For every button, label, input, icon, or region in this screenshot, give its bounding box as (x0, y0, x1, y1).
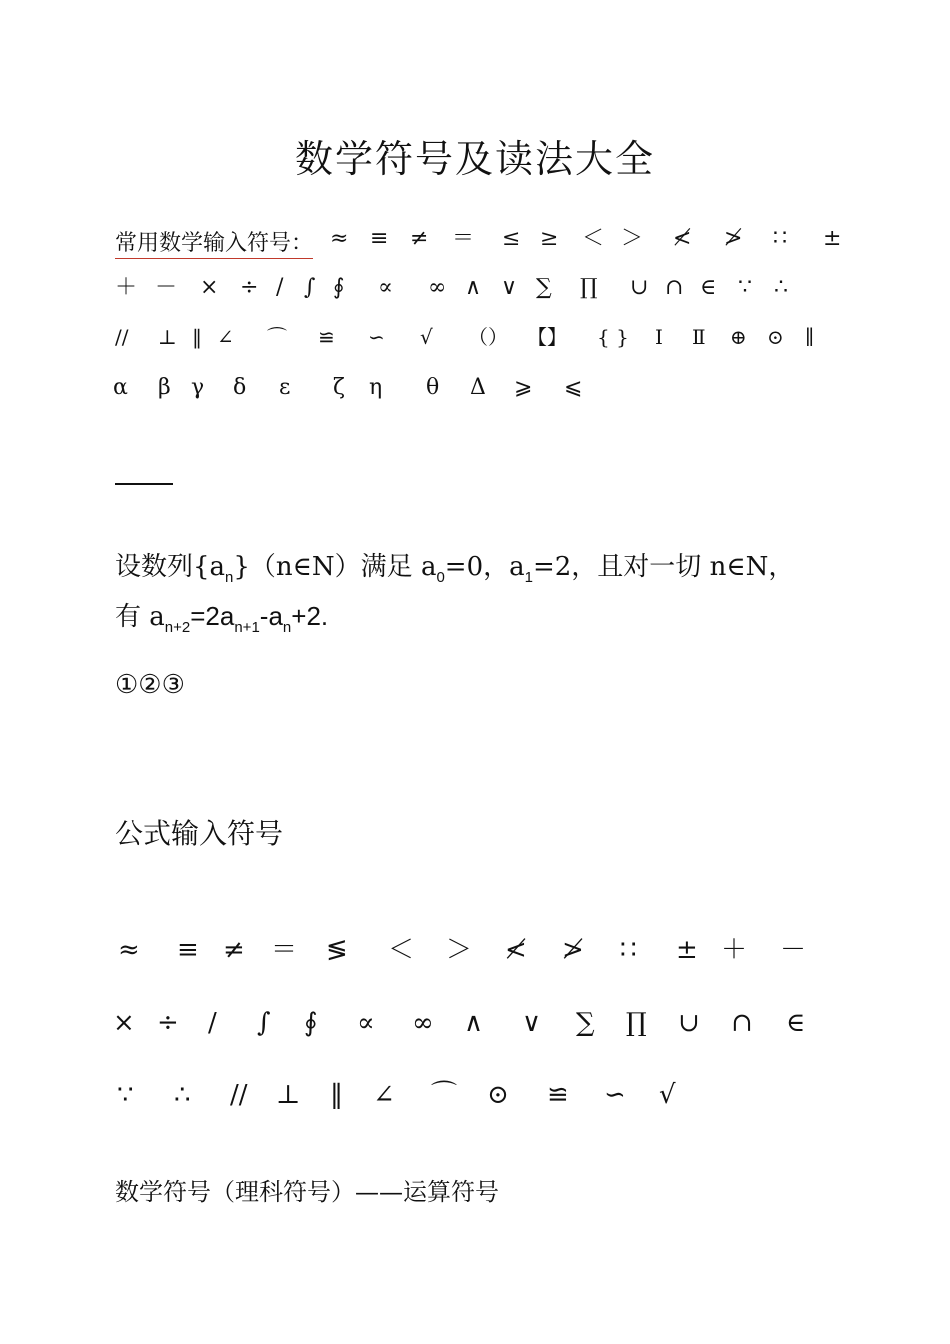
subscript: n (282, 618, 292, 636)
greek-symbol: ε (279, 375, 291, 400)
subscript: n (225, 568, 234, 586)
common-symbol: ∵ (738, 275, 752, 300)
common-symbol: ≡ (370, 226, 389, 251)
subscript: 0 (436, 568, 445, 586)
common-symbol: ⌒ (267, 325, 287, 349)
common-symbol: ∑ (536, 275, 552, 300)
common-symbol: ≯ (724, 226, 743, 251)
subscript: 1 (524, 568, 533, 586)
sequence-definition-line-2 (115, 596, 328, 636)
common-symbol: ＜ (582, 226, 605, 251)
common-symbol: ⊥ (158, 325, 177, 349)
greek-symbol: γ (191, 375, 205, 400)
common-symbol: ∷ (773, 226, 787, 251)
greek-symbol: η (369, 375, 383, 400)
common-symbol: ＝ (452, 226, 475, 251)
common-symbol: ‖ (192, 325, 202, 349)
formula-symbol: ∮ (304, 1008, 318, 1038)
formula-symbol: ≶ (326, 935, 348, 965)
common-symbol: ＋ (115, 275, 138, 300)
text-segment: }（n∈N）满足 a (233, 552, 437, 582)
subscript: n+1 (234, 618, 260, 636)
formula-symbol: ± (676, 935, 698, 965)
common-symbol: ∮ (333, 275, 345, 300)
formula-symbol: ∽ (604, 1080, 626, 1110)
formula-symbol: ⊥ (276, 1080, 301, 1110)
common-symbol: / (276, 275, 284, 300)
common-symbol: ∠ (217, 325, 234, 349)
text-segment: 有 a (115, 602, 165, 632)
formula-symbol: ＋ (721, 935, 748, 965)
short-divider (115, 483, 173, 485)
formula-symbol: × (113, 1008, 135, 1038)
common-symbol: ⊙ (767, 325, 784, 349)
subscript: n+2 (164, 618, 191, 636)
formula-symbol: ∑ (576, 1008, 595, 1038)
text-segment: =2，且对一切 n∈N， (532, 552, 795, 582)
formula-symbol: ≯ (562, 935, 584, 965)
formula-symbol: ÷ (157, 1008, 179, 1038)
common-symbol: ∥ (805, 325, 815, 349)
common-symbol: （） (468, 325, 508, 349)
text-segment: +2. (291, 601, 329, 631)
common-symbol: ∫ (304, 275, 316, 300)
common-symbol: ∏ (580, 275, 598, 300)
common-symbol: ≌ (318, 325, 335, 349)
sequence-definition-line-1 (115, 546, 794, 586)
common-symbol: √ (420, 325, 433, 349)
common-symbol: ∨ (501, 275, 518, 300)
text-segment: =2a (190, 601, 235, 631)
formula-symbol: ‖ (330, 1080, 343, 1110)
formula-symbol: // (230, 1080, 248, 1110)
footer-heading: 数学符号（理科符号）——运算符号 (115, 1178, 499, 1206)
greek-symbol: β (158, 375, 171, 400)
common-symbol: × (200, 275, 219, 300)
greek-symbol: Δ (470, 375, 486, 400)
formula-symbol: ∧ (464, 1008, 484, 1038)
circled-numbers: ①②③ (115, 670, 185, 700)
formula-symbol: ∨ (522, 1008, 542, 1038)
formula-symbol: ≠ (223, 935, 245, 965)
common-symbol: ÷ (240, 275, 259, 300)
common-symbol: ± (823, 226, 842, 251)
formula-symbol: ⊙ (487, 1080, 509, 1110)
text-segment: =0，a (444, 552, 525, 582)
common-symbol: ≮ (673, 226, 692, 251)
greek-symbol: α (113, 375, 128, 400)
greek-symbol: θ (426, 375, 440, 400)
formula-symbol: ∵ (117, 1080, 134, 1110)
formula-heading: 公式输入符号 (115, 817, 284, 850)
greek-symbol: ⩾ (514, 375, 533, 400)
formula-symbol: ＝ (271, 935, 298, 965)
page-title: 数学符号及读法大全 (294, 137, 655, 181)
common-symbol: ∴ (774, 275, 788, 300)
formula-symbol: ∈ (786, 1008, 806, 1038)
formula-symbol: ∞ (412, 1008, 434, 1038)
greek-symbol: ⩽ (564, 375, 583, 400)
common-symbol: ≠ (410, 226, 429, 251)
common-symbol: ∩ (665, 275, 684, 300)
formula-symbol: ∏ (626, 1008, 647, 1038)
common-symbol: ≈ (330, 226, 349, 251)
greek-symbol: δ (233, 375, 247, 400)
common-symbol: Ⅰ (655, 325, 663, 349)
common-symbol: Ⅱ (692, 325, 706, 349)
common-symbol: － (155, 275, 178, 300)
formula-symbol: ∷ (620, 935, 637, 965)
common-symbol: ∧ (465, 275, 482, 300)
common-symbol: ⊕ (730, 325, 747, 349)
formula-symbol: ∪ (678, 1008, 700, 1038)
common-symbol: ∝ (378, 275, 393, 300)
common-symbol: ＞ (621, 226, 644, 251)
formula-symbol: ＜ (388, 935, 415, 965)
formula-symbol: ≡ (177, 935, 199, 965)
formula-symbol: ≌ (547, 1080, 569, 1110)
formula-symbol: / (208, 1008, 217, 1038)
formula-symbol: ∝ (357, 1008, 375, 1038)
common-symbol: { } (597, 325, 629, 349)
common-symbol: ≤ (502, 226, 521, 251)
common-symbols-label (115, 226, 313, 257)
formula-symbol: ∩ (731, 1008, 753, 1038)
formula-symbol: ⌒ (431, 1080, 458, 1110)
common-symbol: ∽ (368, 325, 385, 349)
common-symbol: ∪ (630, 275, 649, 300)
formula-symbol: √ (659, 1080, 676, 1110)
greek-symbol: ζ (333, 375, 345, 400)
formula-symbol: ＞ (446, 935, 473, 965)
common-symbol: // (115, 325, 129, 349)
formula-symbol: ∫ (257, 1008, 271, 1038)
common-symbol: ≥ (540, 226, 559, 251)
common-symbol: ∈ (700, 275, 717, 300)
common-label: 常用数学输入符号： (115, 231, 313, 259)
formula-symbol: ≮ (505, 935, 527, 965)
text-segment: -a (259, 601, 283, 631)
formula-symbol: ∠ (373, 1080, 395, 1110)
common-symbol: 【】 (527, 325, 567, 349)
formula-symbol: ≈ (118, 935, 140, 965)
text-segment: 设数列{a (115, 552, 226, 582)
formula-symbol: ∴ (174, 1080, 191, 1110)
formula-symbol: － (780, 935, 807, 965)
common-symbol: ∞ (428, 275, 447, 300)
